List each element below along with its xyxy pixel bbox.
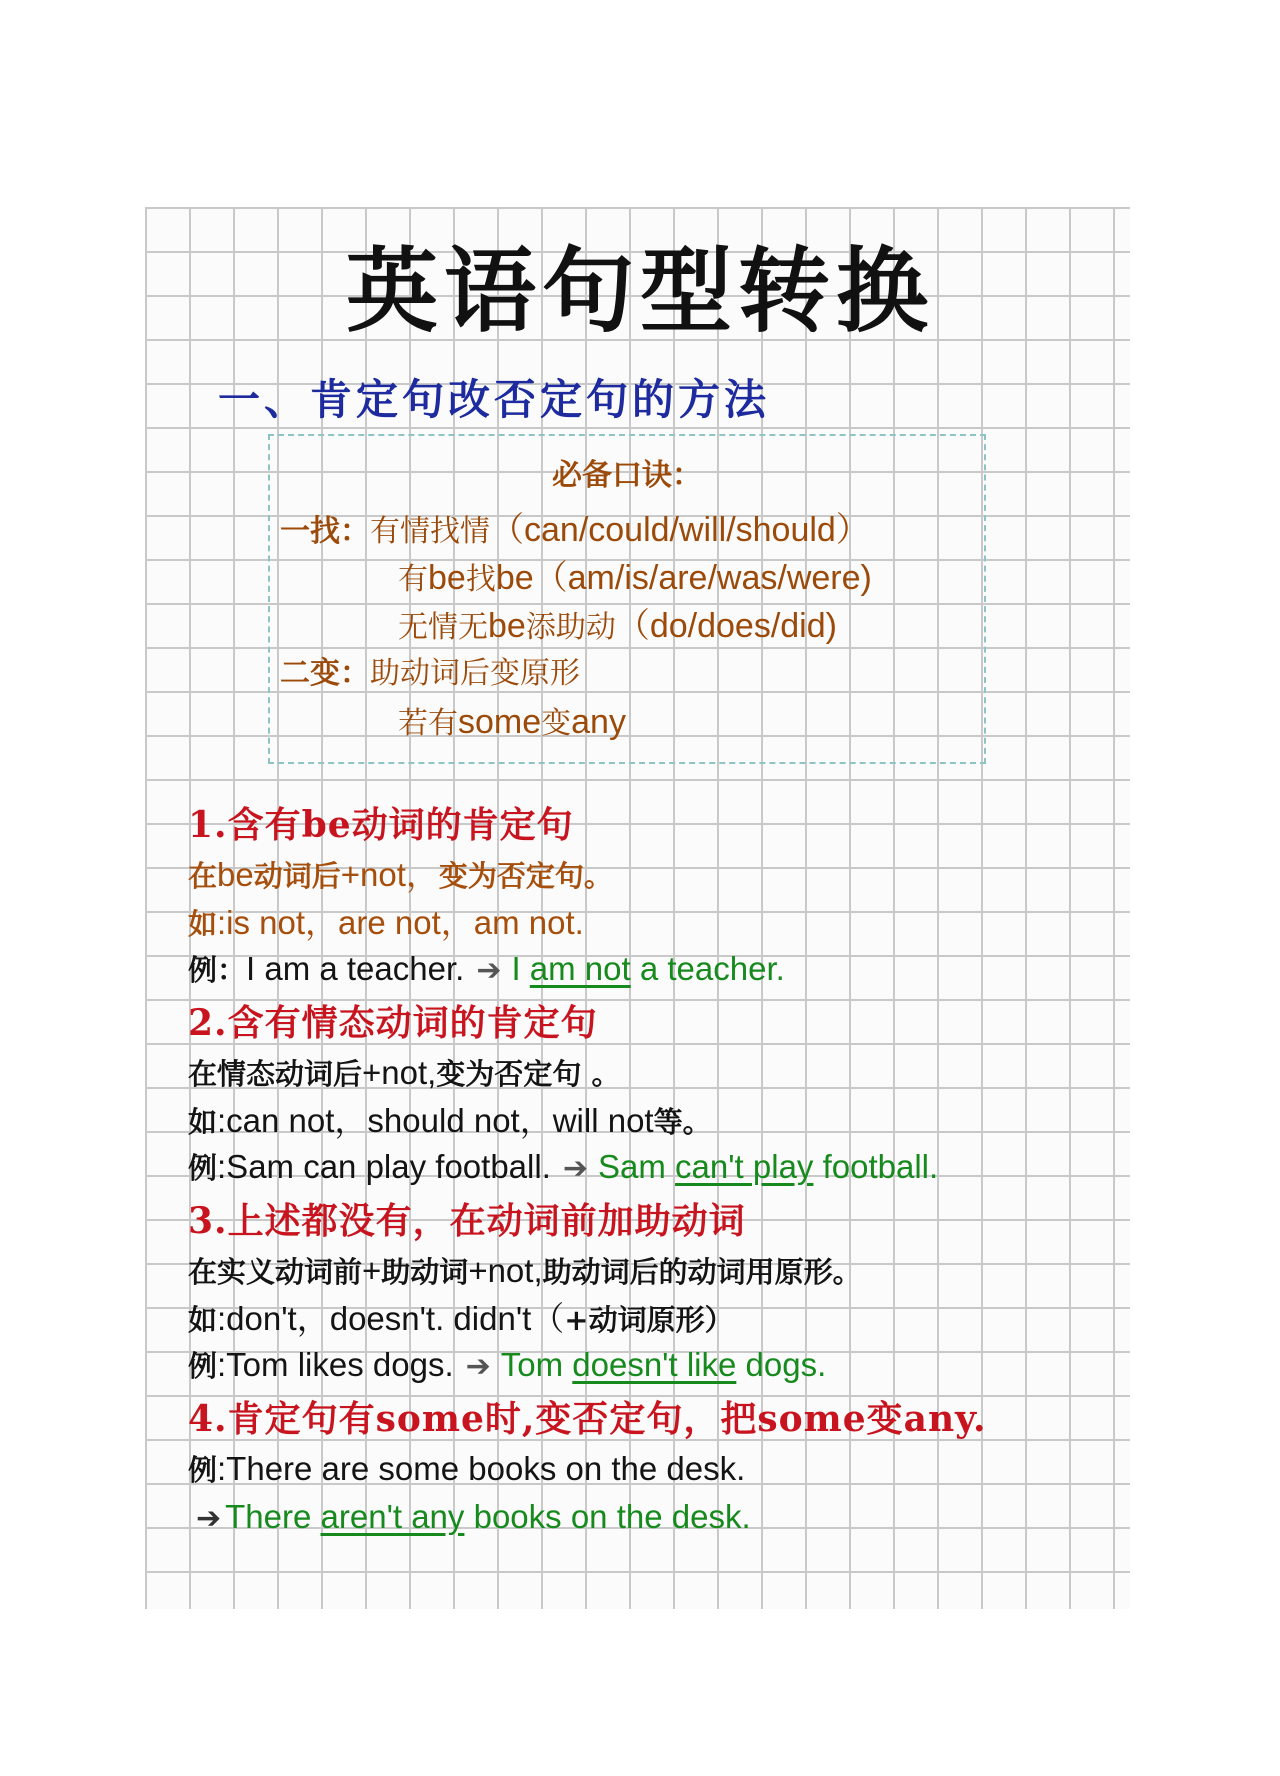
section-3-heading: 3.上述都没有，在动词前加助动词 <box>188 1200 746 1242</box>
section-1-heading: 1.含有be动词的肯定句 <box>188 804 574 846</box>
result-text: dogs. <box>736 1346 827 1383</box>
rule-text: 在情态动词后 <box>188 1057 363 1091</box>
eg-label: 如 <box>188 907 218 941</box>
rule-text: 在实义动词前 <box>188 1255 363 1289</box>
mnemonic-find-row-2 <box>398 556 872 602</box>
section-2-eg <box>188 1098 712 1145</box>
find-3-cn-b: 添助动 <box>525 610 616 645</box>
example-label: 例 <box>188 1453 218 1487</box>
result-text: Sam <box>598 1148 676 1185</box>
mnemonic-box <box>268 434 986 764</box>
eg-text: 等。 <box>653 1105 712 1139</box>
result-highlight: am not <box>529 950 631 987</box>
find-1-cn: 有情找情 <box>370 514 490 549</box>
find-3-cn-a: 无情无 <box>398 610 488 645</box>
section-4-result <box>196 1494 751 1542</box>
eg-text: :don't，doesn't. didn't（ <box>217 1300 565 1337</box>
eg-text: +动词原形） <box>564 1303 734 1337</box>
find-label: 一找： <box>280 514 370 549</box>
rule-text: + <box>362 1252 382 1289</box>
eg-label: 如 <box>188 1303 218 1337</box>
example-text: :There are some books on the desk. <box>217 1450 746 1487</box>
example-text: I am a teacher. <box>246 950 465 987</box>
section-1-rule <box>188 852 613 899</box>
find-3-en-a: be <box>488 607 526 645</box>
mnemonic-find-row-1 <box>280 508 870 554</box>
change-1: 助动词后变原形 <box>370 656 580 691</box>
find-3-en-b: （do/does/did) <box>615 607 837 645</box>
mnemonic-change-row-1 <box>280 652 580 696</box>
find-1-en: （can/could/will/should） <box>490 511 870 549</box>
section-4-heading: 4.肯定句有some时,变否定句，把some变any. <box>188 1398 987 1440</box>
result-highlight: aren't any <box>320 1498 465 1535</box>
change-2-a: 若有 <box>398 706 458 741</box>
rule-text: +not, <box>362 1054 437 1091</box>
section-1-example <box>188 946 785 994</box>
eg-label: 如 <box>188 1105 218 1139</box>
section-2-heading: 2.含有情态动词的肯定句 <box>188 1002 598 1044</box>
change-2-c: 变 <box>541 706 572 741</box>
result-highlight: can't play <box>675 1148 814 1185</box>
section-3-rule <box>188 1248 862 1295</box>
eg-text: :is not，are not，am not. <box>217 904 584 941</box>
example-result <box>501 1346 827 1383</box>
section-1-eg <box>188 900 584 947</box>
change-2-b: some <box>458 703 542 741</box>
result-text: There <box>225 1498 321 1535</box>
mnemonic-change-row-2 <box>398 700 626 746</box>
find-2-en-a: be <box>428 559 466 597</box>
section-subtitle: 一、肯定句改否定句的方法 <box>218 375 771 424</box>
example-text: :Sam can play football. <box>217 1148 551 1185</box>
rule-text: 变为否定句。 <box>438 859 613 893</box>
result-text: books on the desk. <box>464 1498 751 1535</box>
example-result <box>225 1498 750 1535</box>
arrow-right-icon: ➔ <box>196 1502 222 1535</box>
example-label: 例 <box>188 1151 218 1185</box>
change-label: 二变： <box>280 656 370 691</box>
find-2-cn-a: 有 <box>398 562 428 597</box>
rule-text: 在 <box>188 859 218 893</box>
eg-text: :can not，should not，will not <box>217 1102 654 1139</box>
rule-text: be <box>217 856 254 893</box>
page-title: 英语句型转换 <box>345 237 934 345</box>
example-result <box>598 1148 938 1185</box>
example-result <box>511 950 784 987</box>
section-3-eg <box>188 1296 734 1343</box>
mnemonic-title: 必备口诀： <box>552 458 702 493</box>
result-text: a teacher. <box>630 950 785 987</box>
rule-text: 助动词 <box>381 1255 469 1289</box>
rule-text: 变为否定句 。 <box>436 1057 621 1091</box>
find-2-en-b: be（am/is/are/was/were) <box>495 559 872 597</box>
arrow-right-icon: ➔ <box>476 954 502 987</box>
change-2-d: any <box>571 703 626 741</box>
arrow-right-icon: ➔ <box>562 1152 589 1185</box>
mnemonic-find-row-3 <box>398 604 837 650</box>
rule-text: +not, <box>468 1252 543 1289</box>
result-highlight: doesn't like <box>572 1346 737 1383</box>
result-text: I <box>511 950 530 987</box>
example-text: :Tom likes dogs. <box>217 1346 454 1383</box>
result-text: Tom <box>500 1346 573 1383</box>
result-text: football. <box>813 1148 939 1185</box>
arrow-right-icon: ➔ <box>465 1350 491 1383</box>
example-label: 例 <box>188 1349 218 1383</box>
section-3-example <box>188 1342 826 1390</box>
find-2-cn-b: 找 <box>465 562 496 597</box>
section-4-example <box>188 1446 745 1493</box>
section-2-example <box>188 1144 938 1192</box>
rule-text: 助动词后的动词用原形。 <box>542 1255 862 1289</box>
rule-text: +not， <box>340 856 439 893</box>
example-label: 例： <box>188 953 247 987</box>
rule-text: 动词后 <box>253 859 341 893</box>
section-2-rule <box>188 1050 620 1097</box>
